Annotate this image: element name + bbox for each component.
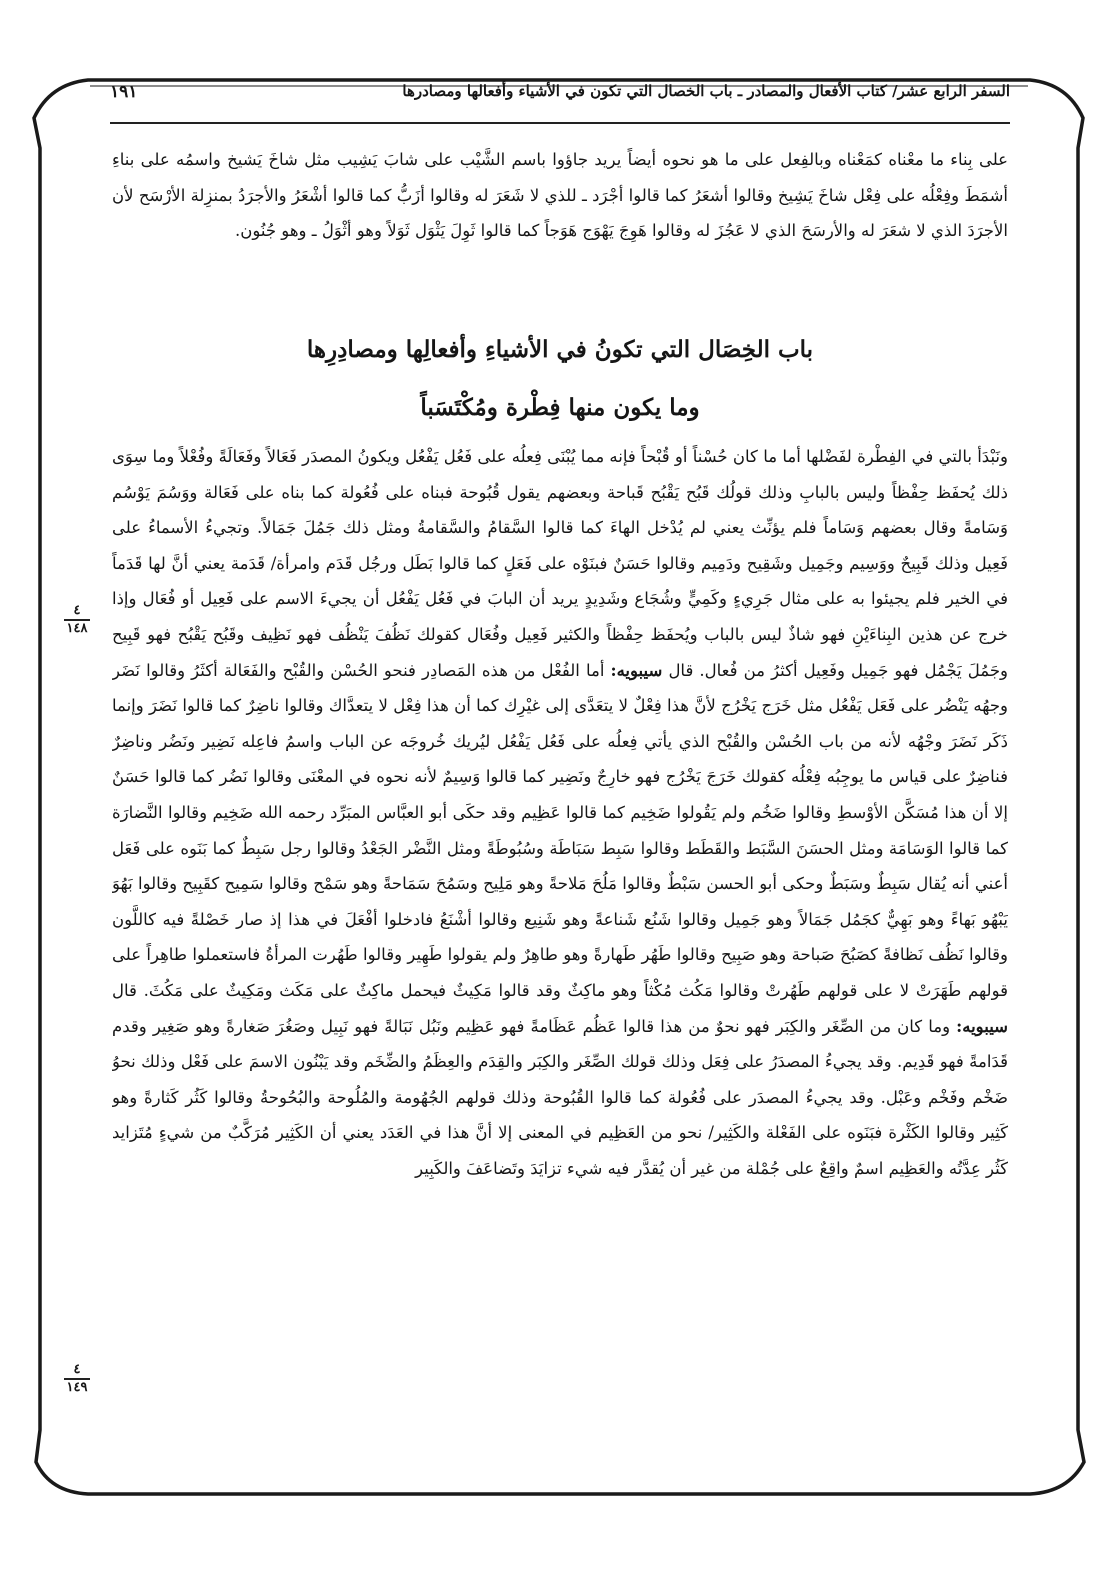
page-number: ١٩١ xyxy=(110,82,138,102)
margin-ref-page: ١٤٨ xyxy=(66,620,88,636)
running-title: السفر الرابع عشر/ كتاب الأفعال والمصادر ـ باب الخصال التي تكون في الأشياء وأفعالها ومصادرها xyxy=(402,82,1010,100)
main-text-part-1: ونَبْدَأ بالتي في الفِطْرة لفَضْلها أما ما كان حُسْناً أو قُبْحاً فإنه مما يُبْنَى فِعلُه على فَعُل يَفْعُل ويكونُ المصدَر فَعَالاً وفَعَالَةً وفُعْلاً وما سِوَى ذلك يُحفَظ حِفْظاً وليس بالبابِ وذلك قولُك قَبُح يَقْبُح قَباحة وبعضهم يقول قُبُوحة فبناه على فُعُولة كما بناه على فَعَالة ووَسُمَ يَوْسُم وَسَامةً وقال بعضهم وَسَاماً فلم يؤنِّث يعني لم يُدْخل الهاءَ كما قالوا السَّقامُ والسَّقامةُ ومثل ذلك جَمُلَ جَمَالاً. وتجيءُ الأسماءُ على فَعِيل وذلك قَبِيحٌ ووَسِيم وجَمِيل وشَقِيح ودَمِيم وقالوا حَسَنٌ فبنَوْه على فَعَلٍ كما قالوا بَطَل ورجُل قَدَم وامرأة/ قَدَمة يعني أنَّ لها قَدَماً في الخير فلم يجيئوا به على مثال جَرِيءٍ وكَمِيٍّ وشُجَاع وشَدِيدٍ يريد أن البابَ في فَعُل يَفْعُل أن يجيءَ الاسم على فَعِيل أو فُعَال وإذا خرج عن هذين البِناءَيْنِ فهو شاذٌ ليس بالباب ويُحفَظ حِفْظاً والكثير فَعِيل وفُعَال كقولك نَظُفَ يَنْظُف فهو نَظِيف وقَبُح يَقْبُح فهو قَبِيح وجَمُلَ يَجْمُل فهو جَمِيل وفَعِيل أكثرُ من فُعال. قال xyxy=(112,447,1008,680)
sibawayh-keyword: سيبويه: xyxy=(956,1016,1008,1036)
margin-reference xyxy=(58,604,96,636)
margin-ref-volume: ٤ xyxy=(73,603,81,618)
margin-reference xyxy=(58,1363,96,1395)
main-paragraph xyxy=(112,439,1008,1589)
chapter-heading-line-2: وما يكون منها فِطْرة ومُكْتَسَباً xyxy=(420,394,700,421)
running-header xyxy=(110,80,1010,108)
main-text-part-3: وما كان من الصِّغَر والكِبَر فهو نحوٌ من هذا قالوا عَظُم عَظَامةً فهو عَظِيم ونَبُل نَبَالةً فهو نَبِيل وصَغُرَ صَغارةً وهو صَغِير وقدم قَدَامةً فهو قَدِيم. وقد يجيءُ المصدَرُ على فِعَل وذلك قولك الصِّغَر والكِبَر والقِدَم والعِظَمُ والضِّخَم وقد يَبْنُون الاسمَ على فَعْل وذلك نحوُ ضَخْم وفَخْم وعَبْل. وقد يجيءُ المصدَر على فُعُولة كما قالوا القُبُوحة وذلك قولهم الجُهُومة والمُلُوحة والبُحُوحةُ وقالوا كَثُر كَثارةً وهو كَثِير وقالوا الكَثْرة فبَنَوه على الفَعْلة والكَثِير/ نحو من العَظِيم في المعنى إلا أنَّ هذا في العَدَد يعني أن الكَثِير مُرَكَّبٌ من شيءٍ مُتَزايد كَثُر عِدَّتُه والعَظِيم اسمٌ واقِعٌ على جُمْلة من غير أن يُقدَّر فيه شيء تزايَدَ وتَضاعَفَ والكَبِير xyxy=(112,1016,1008,1178)
sibawayh-keyword: سيبويه: xyxy=(610,660,663,680)
page-body xyxy=(112,142,1008,1589)
header-rule xyxy=(110,122,1010,124)
intro-paragraph: على بِناء ما معْناه كمَعْناه وبالفِعل على ما هو نحوه أيضاً يريد جاؤوا باسم الشَّيْب على شابَ يَشِيب مثل شاخَ يَشيخ واسمُه على بناءِ أشمَطَ وفِعْلُه على فِعْل شاخَ يَشِيخ وقالوا أشعَرُ كما قالوا أجْرَد ـ للذي لا شَعَرَ له وقالوا أزَبُّ كما قالوا أشْعَرُ والأجرَدُ بمنزِلة الأرْسَح لأن الأجرَدَ الذي لا شعَرَ له والأرسَحَ الذي لا عَجُزَ له وقالوا هَوِجَ يَهْوَج هَوَجاً كما قالوا ثَوِلَ يَثْوَل ثَوَلاً وهو أثْوَلُ ـ وهو جُنُون. xyxy=(112,150,1008,241)
chapter-heading-line-1: باب الخِصَال التي تكونُ في الأشياءِ وأفعالِها ومصادِرِها xyxy=(306,336,814,363)
margin-ref-page: ١٤٩ xyxy=(66,1379,88,1395)
margin-ref-volume: ٤ xyxy=(73,1362,81,1377)
main-text-part-2: أما الفُعْل من هذه المَصادِر فنحو الحُسْن والقُبْح والفَعَالة أكثَرُ وقالوا نَضَر وجهُه يَنْضُر على فَعَل يَفْعُل مثل خَرَج يَخْرُج لأنَّ هذا فِعْلٌ لا يتعَدَّى إلى غيْرِك كما أن هذا فِعْل لا يتعدَّاك وقالوا ناضِرٌ كما قالوا نَضَرَ وإنما ذَكَر نَضَرَ وجْهُه لأنه من باب الحُسْن والقُبْح الذي يأتي فِعلُه على فَعُل يَفْعُل ليُريك خُروجَه عن الباب واسمُ فاعِله نَضِير ونَضُر وناضِرٌ فناضِرٌ على قياس ما يوجِبُه فِعْلُه كقولك خَرَجَ يَخْرُج فهو خارِجٌ ونَضِير كما قالوا وَسِيمٌ لأنه نحوه في المعْنَى وقالوا نَضُر كما قالوا حَسَنٌ إلا أن هذا مُسَكَّن الأوْسطِ وقالوا ضَخُم ولم يَقُولوا ضَخِيم كما قالوا عَظِيم وقد حكَى أبو العبَّاس المبَرِّد رحمه الله ضَخِيم وقالوا النَّضارَة كما قالوا الوَسَامَة ومثل الحسَنَ السَّبَط والقَطَط وقالوا سَبِط سَبَاطَة وسُبُوطَةً ومثل النَّضْر الجَعْدُ وقالوا رجل سَبِطٌ كما بَنَوه على فَعَل أعني أنه يُقال سَبِطٌ وسَبَطٌ وحكى أبو الحسن سَبْطٌ وقالوا مَلُحَ مَلاحةً وهو مَلِيح وسَمُحَ سَمَاحةً وهو سَمْح وقالوا سَمِيح كقَبِيح وقالوا بَهُوَ يَبْهُو بَهاءً وهو بَهِيٌّ كجَمُل جَمَالاً وهو جَمِيل وقالوا شَنُع شَناعةً وهو شَنِيع وقالوا أشْنَعُ فادخلوا أفْعَلَ في هذا إذ صار خَصْلةً فيه كاللَّون وقالوا نَظُف نَظافةً كصَبُحَ صَباحة وهو صَبِيح وقالوا طَهُر طَهارةً وهو طاهِرٌ ولم يقولوا طَهِير وقالوا طَهُرت المرأةُ فاستعملوا طاهِراً على قولهم طَهَرَتْ لا على قولهم طَهُرتْ وقالوا مَكُث مُكْثاً وهو ماكِثٌ وقد قالوا مَكِيثٌ فيحمل ماكِثٌ على مَكَث ومَكِيثٌ على مَكُثَ. قال xyxy=(112,660,1008,1000)
